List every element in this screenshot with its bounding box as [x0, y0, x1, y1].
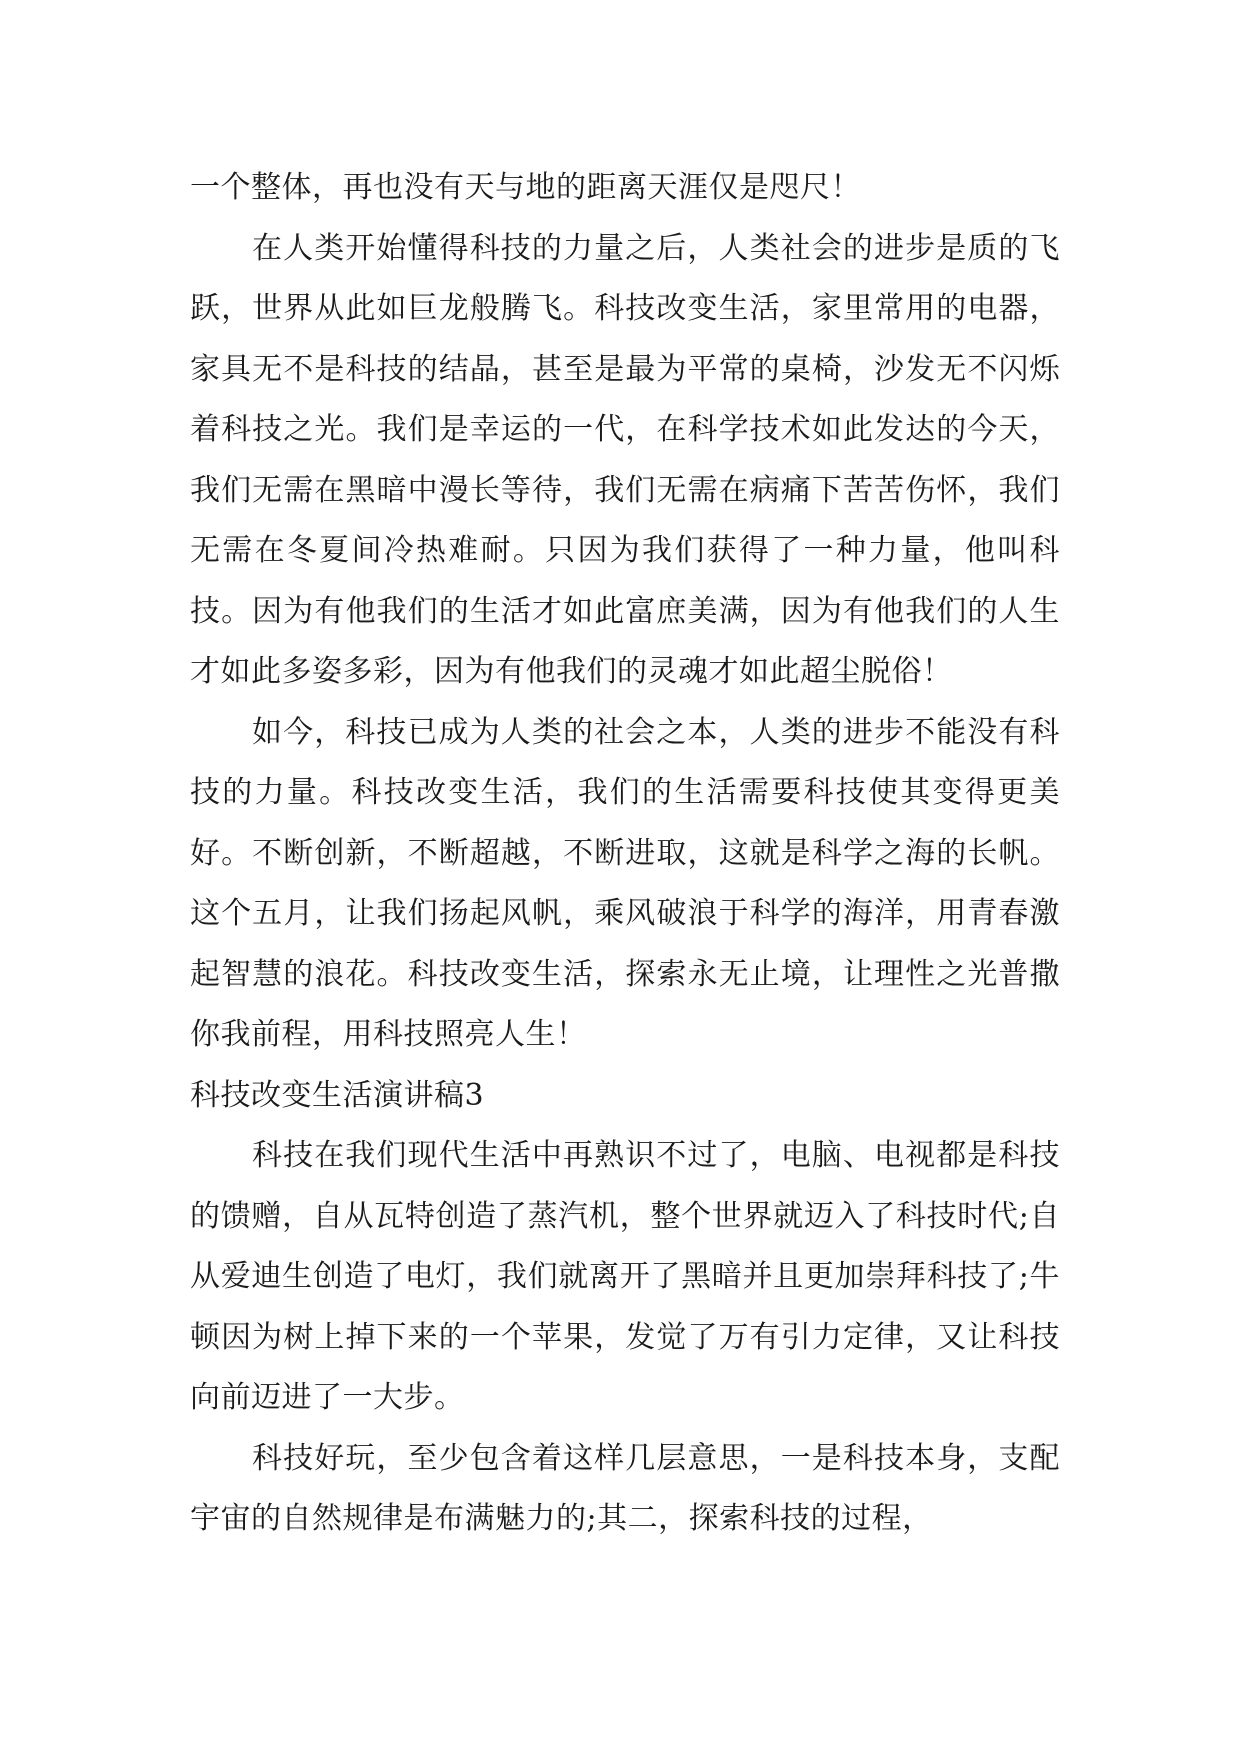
- paragraph: 如今，科技已成为人类的社会之本，人类的进步不能没有科技的力量。科技改变生活，我们的生活需要科技使其变得更美好。不断创新，不断超越，不断进取，这就是科学之海的长帆。这个五月，让我们扬起风帆，乘风破浪于科学的海洋，用青春激起智慧的浪花。科技改变生活，探索永无止境，让理性之光普撒你我前程，用科技照亮人生！: [190, 714, 1060, 1052]
- paragraph-continuation: 一个整体，再也没有天与地的距离天涯仅是咫尺！: [190, 170, 861, 205]
- paragraph: 科技好玩，至少包含着这样几层意思，一是科技本身，支配宇宙的自然规律是布满魅力的;其二，探索科技的过程，: [190, 1440, 1060, 1536]
- section-title: 科技改变生活演讲稿3: [190, 1077, 485, 1113]
- paragraph: 科技在我们现代生活中再熟识不过了，电脑、电视都是科技的馈赠，自从瓦特创造了蒸汽机，整个世界就迈入了科技时代;自从爱迪生创造了电灯，我们就离开了黑暗并且更加崇拜科技了;牛顿因为树上掉下来的一个苹果，发觉了万有引力定律，又让科技向前迈进了一大步。: [190, 1138, 1060, 1415]
- document-body: [190, 158, 1060, 1550]
- paragraph: 在人类开始懂得科技的力量之后，人类社会的进步是质的飞跃，世界从此如巨龙般腾飞。科技改变生活，家里常用的电器，家具无不是科技的结晶，甚至是最为平常的桌椅，沙发无不闪烁着科技之光。我们是幸运的一代，在科学技术如此发达的今天，我们无需在黑暗中漫长等待，我们无需在病痛下苦苦伤怀，我们无需在冬夏间冷热难耐。只因为我们获得了一种力量，他叫科技。因为有他我们的生活才如此富庶美满，因为有他我们的人生才如此多姿多彩，因为有他我们的灵魂才如此超尘脱俗！: [190, 230, 1060, 689]
